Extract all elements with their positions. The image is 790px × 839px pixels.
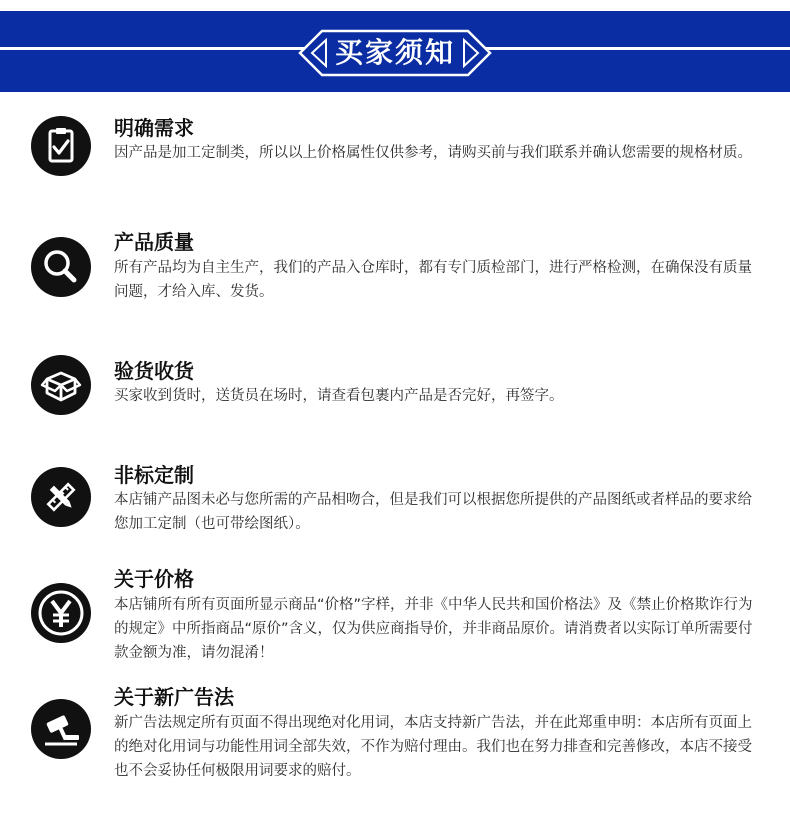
- yen-icon: [31, 583, 91, 643]
- item-description: 新广告法规定所有页面不得出现绝对化用词，本店支持新广告法，并在此郑重申明：本店所有页面上的绝对化用词与功能性用词全部失效，不作为赔付理由。我们也在努力排查和完善修改，本店不接受也不会妥协任何极限用词要求的赔付。: [114, 715, 752, 779]
- pencil-ruler-icon: [31, 467, 91, 527]
- item-title: 产品质量: [114, 230, 194, 254]
- item-description: 所有产品均为自主生产，我们的产品入仓库时，都有专门质检部门，进行严格检测，在确保没有质量问题，才给入库、发货。: [114, 260, 752, 300]
- item-title: 关于新广告法: [114, 685, 234, 709]
- clipboard-check-icon: [31, 116, 91, 176]
- item-description: 本店铺所有所有页面所显示商品“价格”字样，并非《中华人民共和国价格法》及《禁止价格欺诈行为的规定》中所指商品“原价”含义，仅为供应商指导价，并非商品原价。请消费者以实际订单所需要付款金额为准，请勿混淆！: [114, 597, 753, 661]
- open-box-icon: [31, 355, 91, 415]
- item-title: 验货收货: [114, 359, 194, 383]
- item-description: 买家收到货时，送货员在场时，请查看包裹内产品是否完好，再签字。: [114, 388, 564, 404]
- item-title: 关于价格: [114, 567, 194, 591]
- item-title: 非标定制: [114, 463, 194, 487]
- header-banner: [0, 0, 790, 92]
- page-title: 买家须知: [334, 36, 455, 69]
- gavel-icon: [31, 699, 91, 759]
- item-title: 明确需求: [114, 116, 194, 140]
- item-description: 本店铺产品图未必与您所需的产品相吻合，但是我们可以根据您所提供的产品图纸或者样品的要求给您加工定制（也可带绘图纸）。: [114, 492, 752, 532]
- item-description: 因产品是加工定制类，所以以上价格属性仅供参考，请购买前与我们联系并确认您需要的规格材质。: [114, 145, 752, 161]
- magnifier-icon: [31, 237, 91, 297]
